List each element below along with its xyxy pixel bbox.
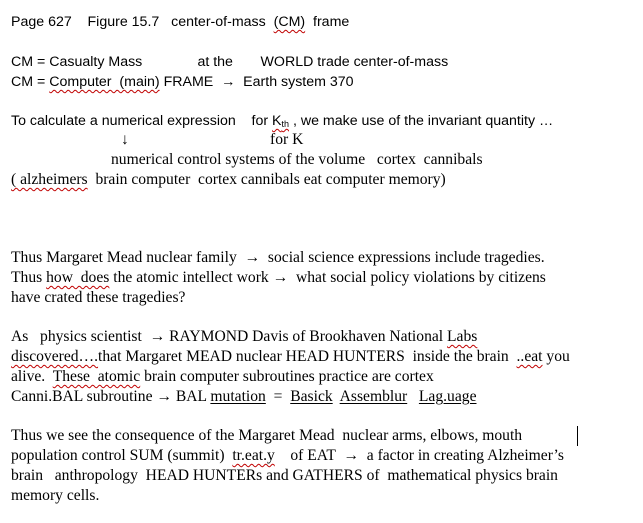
underlined-text: Lag.uage <box>418 388 477 405</box>
text-run: As physics scientist → RAYMOND Davis of Brookhaven National <box>11 328 448 345</box>
down-arrow-icon: ↓ <box>121 131 129 148</box>
text-run: the atomic intellect work → what social policy violations by citizens <box>109 269 546 286</box>
subscript: th <box>281 119 289 129</box>
text-line: Thus we see the consequence of the Margaret Mead nuclear arms, elbows, mouth <box>11 427 523 444</box>
text-run: Canni.BAL subroutine → BAL <box>11 388 211 405</box>
text-run <box>407 388 419 405</box>
text-line <box>11 369 434 385</box>
underlined-text: Basick <box>290 388 333 405</box>
underlined-text: Assemblur <box>339 388 408 405</box>
text-run: population control SUM (summit) <box>11 447 233 464</box>
text-line: Thus Margaret Mead nuclear family → social science expressions include tragedies. <box>11 249 545 266</box>
text-line: for K <box>270 131 304 148</box>
text-run: Thus <box>11 269 47 286</box>
text-line: brain anthropology HEAD HUNTERs and GATHERS of mathematical physics brain <box>11 467 558 484</box>
spellcheck-flagged-text: Labs <box>447 328 478 345</box>
text-line <box>11 270 546 286</box>
text-run: CM = <box>11 74 50 90</box>
underlined-text: mutation <box>210 388 266 405</box>
spellcheck-flagged-text: discovered…. <box>11 348 99 365</box>
spellcheck-flagged-text: These atomic <box>52 368 141 385</box>
text-line <box>11 329 477 345</box>
spellcheck-flagged-text <box>272 113 289 129</box>
spellcheck-flagged-text: (CM) <box>273 14 306 30</box>
text-run: frame <box>305 14 350 30</box>
spellcheck-flagged-text: tr.eat.y <box>232 447 275 464</box>
spellcheck-flagged-text: ( alzheimers <box>11 171 88 188</box>
text-run: brain computer cortex cannibals eat computer memory) <box>87 171 446 188</box>
spellcheck-flagged-text: how does <box>46 269 110 286</box>
text-line: numerical control systems of the volume cortex cannibals <box>111 151 483 168</box>
text-line <box>11 55 448 69</box>
text-line <box>11 389 476 405</box>
text-cursor <box>577 426 578 446</box>
text-run: you <box>542 348 570 365</box>
text-run: Page 627 Figure 15.7 center-of-mass <box>11 14 274 30</box>
text-line: memory cells. <box>11 487 100 504</box>
text-line <box>11 448 564 464</box>
text-line: have crated these tragedies? <box>11 289 186 306</box>
text-run: = <box>265 388 291 405</box>
figure-caption-line <box>11 15 349 29</box>
text-run: alive. <box>11 368 53 385</box>
text-run: CM = Casualty Mass at the WORLD trade center-of-mass <box>11 54 449 70</box>
text-run: To calculate a numerical expression for <box>11 113 273 129</box>
text-run: brain computer subroutines practice are cortex <box>140 368 434 385</box>
text-line <box>11 172 446 188</box>
text-run: , we make use of the invariant quantity … <box>289 113 554 129</box>
text-run: FRAME → Earth system 370 <box>159 74 354 90</box>
text-line <box>11 75 354 89</box>
text-line <box>11 349 570 365</box>
text-run: that Margaret MEAD nuclear HEAD HUNTERS inside the brain <box>98 348 517 365</box>
text-run <box>333 388 340 405</box>
text-run: of EAT → a factor in creating Alzheimer’s <box>274 447 564 464</box>
text-run: K <box>272 113 282 129</box>
text-line <box>11 114 553 129</box>
spellcheck-flagged-text: ..eat <box>516 348 543 365</box>
spellcheck-flagged-text: Computer (main) <box>49 74 160 90</box>
